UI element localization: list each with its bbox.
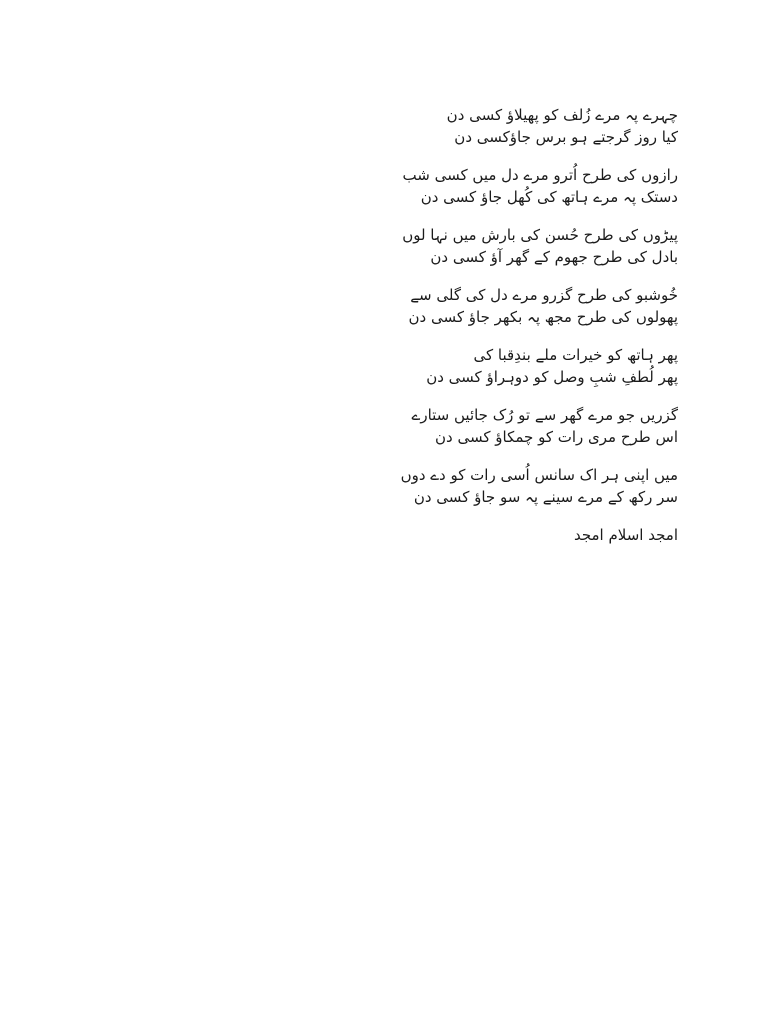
stanza-1 <box>300 104 678 148</box>
poem-line: پھر لُطفِ شبِ وصل کو دوہراؤ کسی دن <box>426 368 678 386</box>
poem-line: پیڑوں کی طرح حُسن کی بارش میں نہا لوں <box>402 226 678 244</box>
stanza-2 <box>300 164 678 208</box>
poem-line: پھولوں کی طرح مجھ پہ بکھر جاؤ کسی دن <box>408 308 678 326</box>
poem-page <box>300 104 678 546</box>
poem-line: گزریں جو مرے گھر سے تو رُک جائیں ستارے <box>411 406 678 424</box>
poem-line: بادل کی طرح جھوم کے گھر آؤ کسی دن <box>430 248 678 266</box>
poem-line: سر رکھ کے مرے سینے پہ سو جاؤ کسی دن <box>413 488 678 506</box>
poem-line: اس طرح مری رات کو چمکاؤ کسی دن <box>435 428 678 446</box>
stanza-4 <box>300 284 678 328</box>
poem-line: میں اپنی ہر اک سانس اُسی رات کو دے دوں <box>400 466 678 484</box>
poem-line: پھر ہاتھ کو خیرات ملے بندِقبا کی <box>473 346 678 364</box>
poem-line: کیا روز گرجتے ہو برس جاؤکسی دن <box>454 128 678 146</box>
stanza-3 <box>300 224 678 268</box>
stanza-7 <box>300 464 678 508</box>
poem-line: خُوشبو کی طرح گزرو مرے دل کی گلی سے <box>410 286 678 304</box>
poem-line: دستک پہ مرے ہاتھ کی کُھل جاؤ کسی دن <box>420 188 678 206</box>
stanza-6 <box>300 404 678 448</box>
poem-author: امجد اسلام امجد <box>573 526 678 544</box>
stanza-5 <box>300 344 678 388</box>
poem-line: چہرے پہ مرے زُلف کو پھیلاؤ کسی دن <box>446 106 678 124</box>
poem-line: رازوں کی طرح اُترو مرے دل میں کسی شب <box>402 166 678 184</box>
